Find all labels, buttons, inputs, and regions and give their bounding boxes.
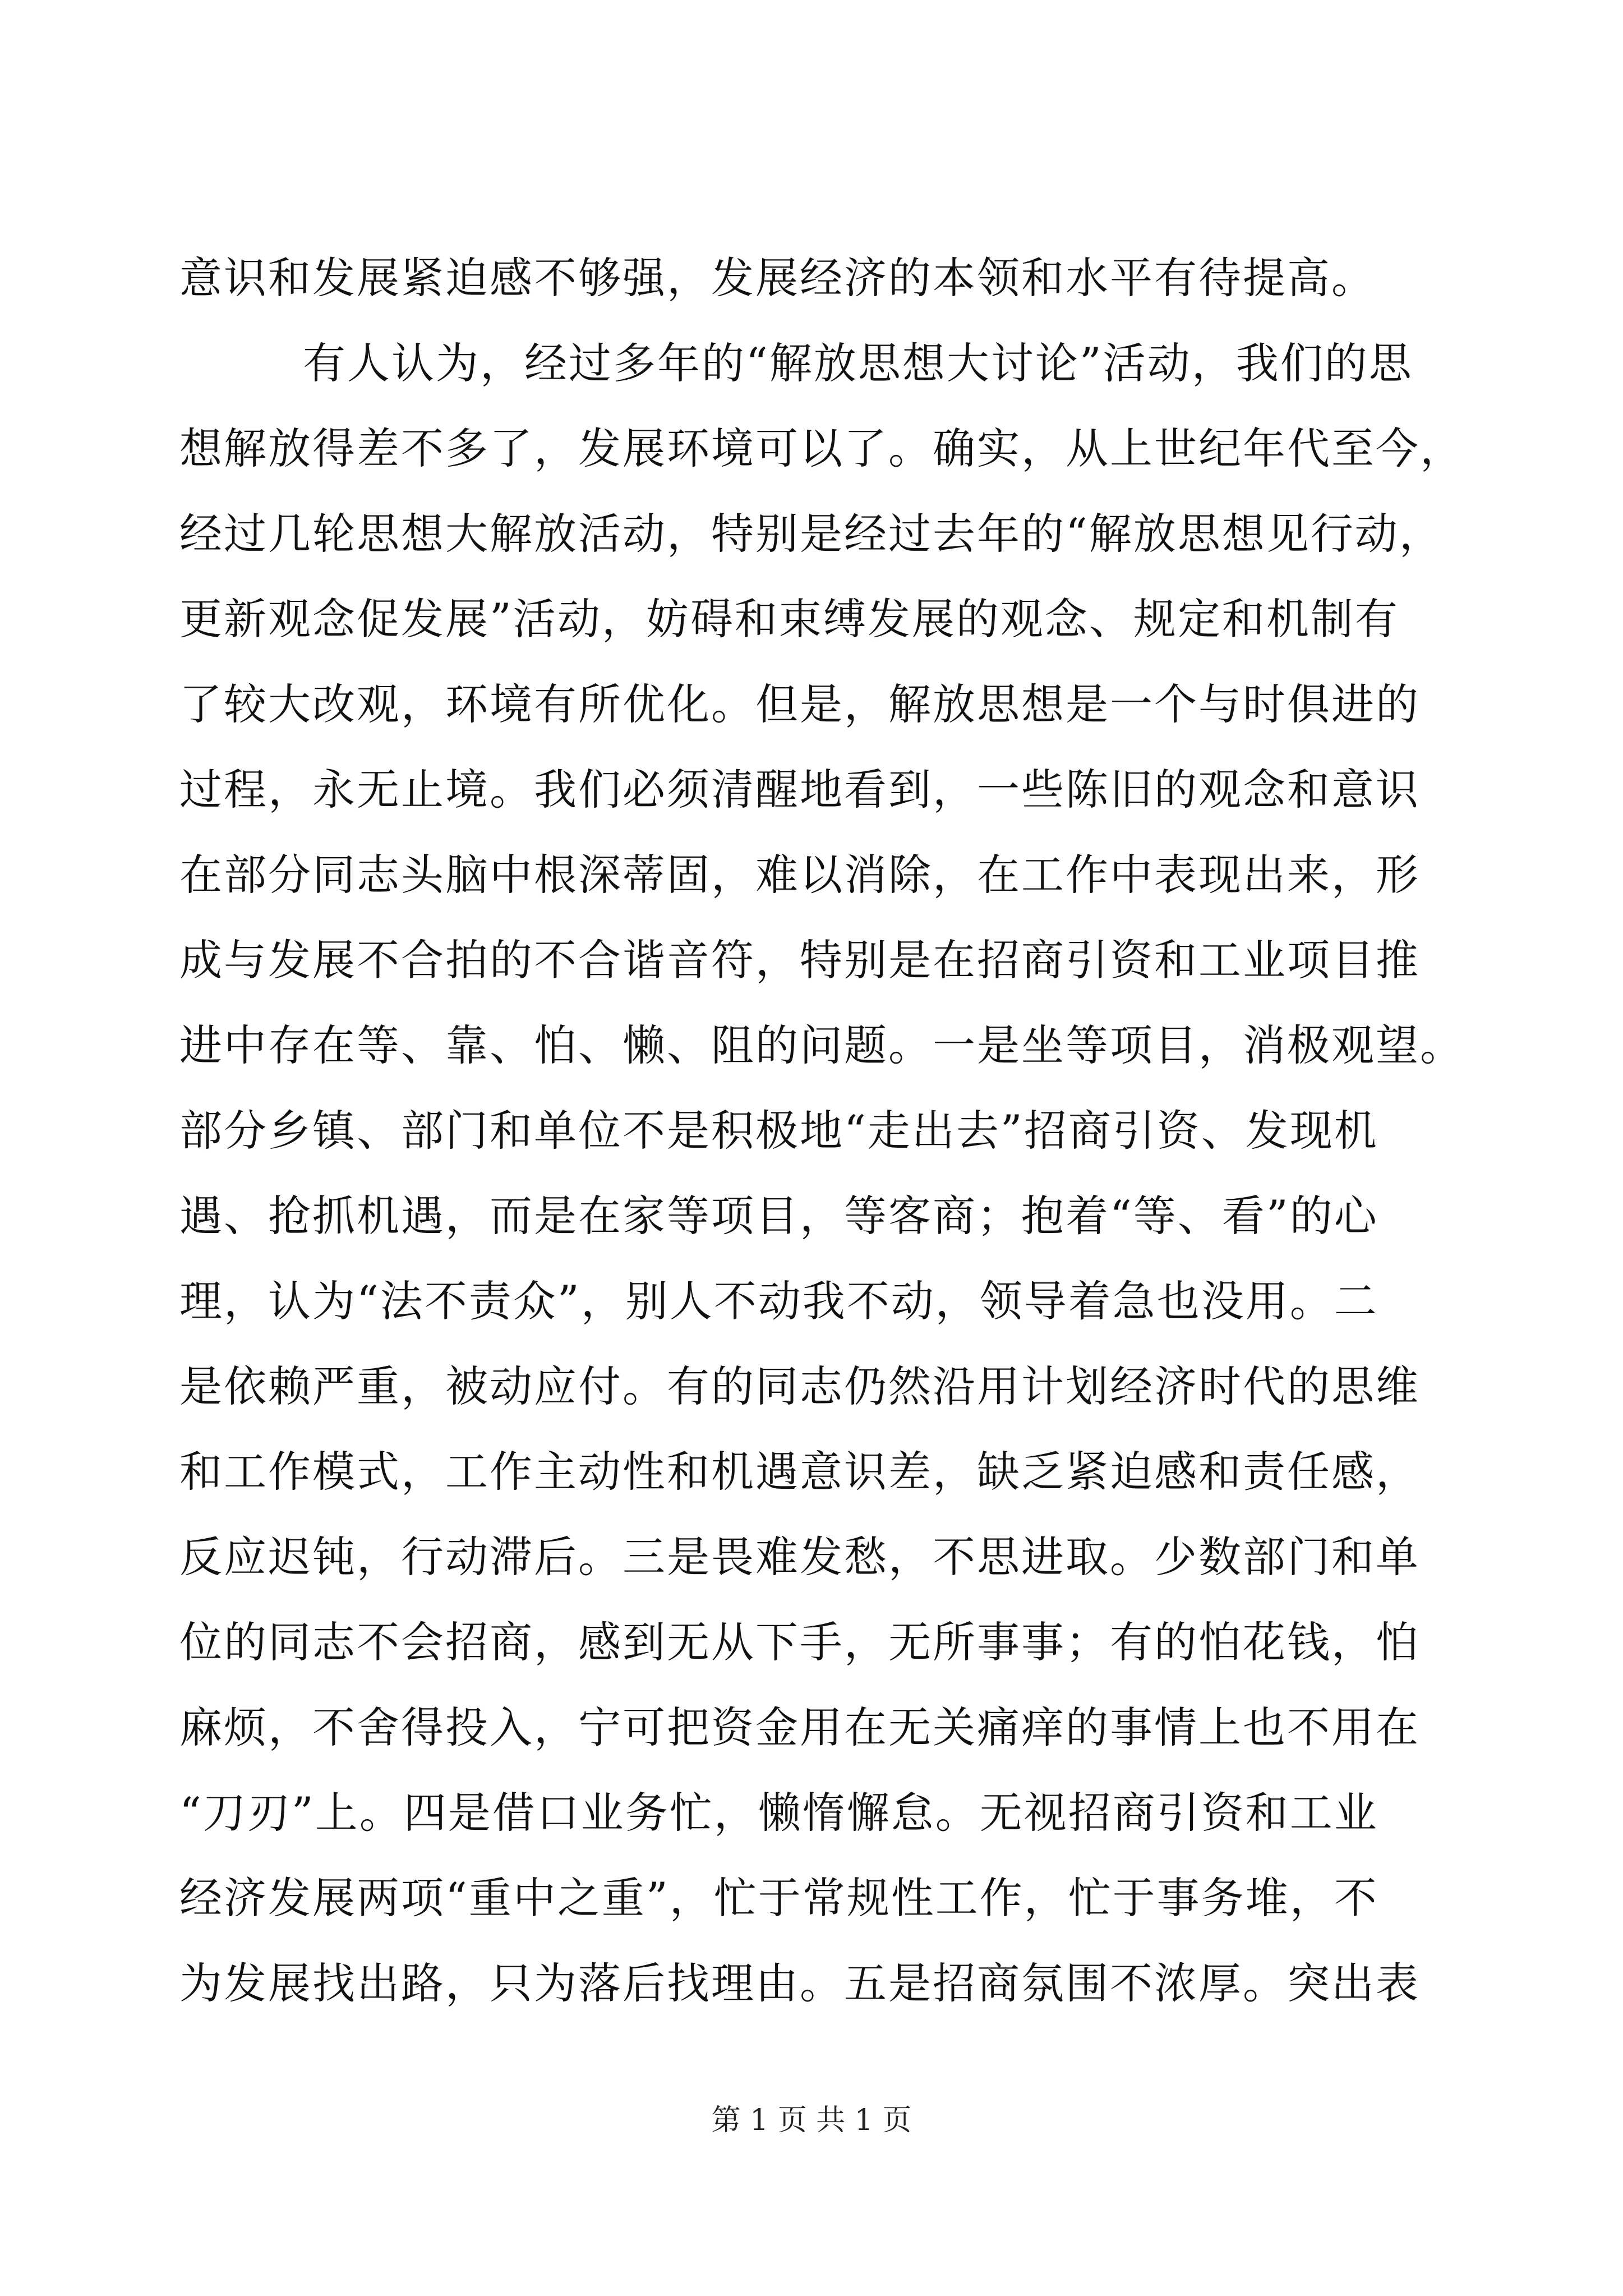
body-line-14: 是依赖严重，被动应付。有的同志仍然沿用计划经济时代的思维 (179, 1361, 1420, 1411)
body-line-19: “刀刃”上。四是借口业务忙，懒惰懈怠。无视招商引资和工业 (179, 1788, 1378, 1838)
body-line-5: 更新观念促发展”活动，妨碍和束缚发展的观念、规定和机制有 (179, 594, 1399, 644)
body-line-6: 了较大改观，环境有所优化。但是，解放思想是一个与时俱进的 (179, 679, 1420, 729)
body-line-10: 进中存在等、靠、怕、懒、阻的问题。一是坐等项目，消极观望。 (179, 1020, 1464, 1070)
body-line-11: 部分乡镇、部门和单位不是积极地“走出去”招商引资、发现机 (179, 1106, 1378, 1156)
body-line-8: 在部分同志头脑中根深蒂固，难以消除，在工作中表现出来，形 (179, 850, 1420, 900)
body-line-9: 成与发展不合拍的不合谐音符，特别是在招商引资和工业项目推 (179, 935, 1420, 985)
body-line-20: 经济发展两项“重中之重”，忙于常规性工作，忙于事务堆，不 (179, 1873, 1378, 1923)
body-line-16: 反应迟钝，行动滞后。三是畏难发愁，不思进取。少数部门和单 (179, 1532, 1420, 1582)
body-line-13: 理，认为“法不责众”，别人不动我不动，领导着急也没用。二 (179, 1276, 1378, 1326)
body-line-15: 和工作模式，工作主动性和机遇意识差，缺乏紧迫感和责任感， (179, 1447, 1420, 1497)
body-line-17: 位的同志不会招商，感到无从下手，无所事事；有的怕花钱，怕 (179, 1617, 1420, 1667)
body-line-3: 想解放得差不多了，发展环境可以了。确实，从上世纪年代至今， (179, 424, 1464, 473)
body-line-12: 遇、抢抓机遇，而是在家等项目，等客商；抱着“等、看”的心 (179, 1191, 1378, 1241)
body-line-4: 经过几轮思想大解放活动，特别是经过去年的“解放思想见行动， (179, 509, 1444, 559)
body-line-1: 意识和发展紧迫感不够强，发展经济的本领和水平有待提高。 (179, 253, 1376, 303)
page-footer: 第 1 页 共 1 页 (711, 2104, 912, 2137)
body-line-21: 为发展找出路，只为落后找理由。五是招商氛围不浓厚。突出表 (179, 1958, 1420, 2008)
body-line-7: 过程，永无止境。我们必须清醒地看到，一些陈旧的观念和意识 (179, 765, 1420, 815)
body-line-18: 麻烦，不舍得投入，宁可把资金用在无关痛痒的事情上也不用在 (179, 1703, 1420, 1752)
body-line-2: 有人认为，经过多年的“解放思想大讨论”活动，我们的思 (303, 338, 1413, 388)
